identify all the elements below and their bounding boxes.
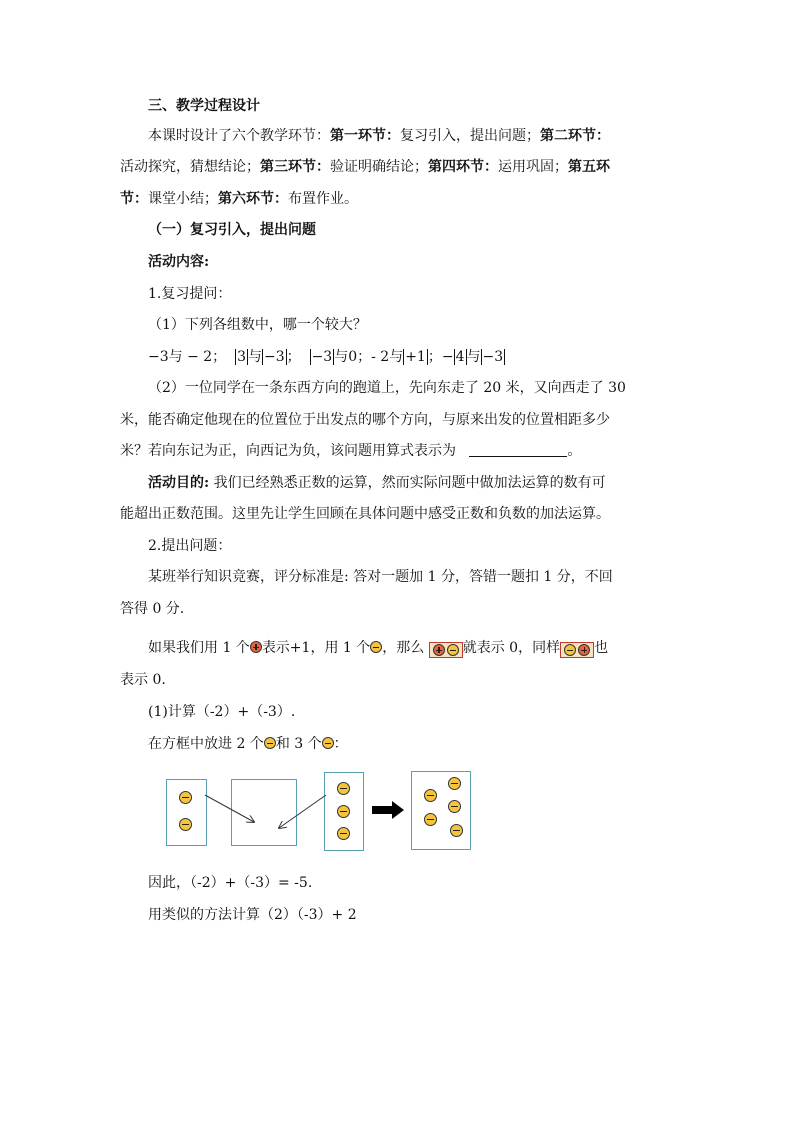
compare-word: 与 — [466, 349, 481, 365]
place-text: 和 3 个 — [275, 736, 322, 752]
chip-explanation-line2: 表示 0. — [120, 672, 166, 688]
abs-value: −3 — [311, 349, 333, 365]
abs-value: −3 — [264, 349, 285, 365]
separator: ； — [286, 349, 301, 365]
period: 。 — [567, 443, 582, 459]
section-heading: 三、教学过程设计 — [148, 98, 260, 114]
separator: ；− — [427, 349, 454, 365]
question1-title: 1.复习提问： — [148, 286, 232, 302]
section1-title: （一）复习引入，提出问题 — [148, 222, 316, 238]
chip-text: 表示+1，用 1 个 — [261, 640, 371, 656]
bold-arrow-icon — [372, 801, 404, 819]
stage5-label-cont: 节： — [120, 191, 148, 207]
stage1-label: 第一环节： — [330, 128, 400, 144]
purpose-line-2: 能超出正数范围。这里先让学生回顾在具体问题中感受正数和负数的加法运算。 — [120, 506, 610, 522]
stage3-label: 第三环节： — [260, 159, 330, 175]
question1-part2-text: 米？若向东记为正，向西记为负，该问题用算式表示为 — [120, 443, 456, 459]
chip-text: ，那么 — [382, 640, 425, 656]
chip-text: 也 — [594, 640, 609, 656]
similar-exercise: 用类似的方法计算（2）（-3）+ 2 — [148, 907, 357, 923]
conclusion: 因此，（-2）+（-3）= -5. — [148, 875, 313, 891]
arrow-icon — [205, 795, 254, 822]
question2-line2: 答得 0 分. — [120, 601, 185, 617]
compare-word: 与0；- 2与 — [334, 349, 404, 365]
intro-text: 本课时设计了六个教学环节： — [148, 128, 330, 144]
stage2-label: 第二环节： — [540, 128, 610, 144]
place-text: 在方框中放进 2 个 — [148, 736, 264, 752]
question1-part2-line2: 米，能否确定他现在的位置位于出发点的哪个方向，与原来出发的位置相距多少 — [120, 412, 610, 428]
stage6-text: 布置作业。 — [288, 191, 358, 207]
compare-pair-1: −3与 − 2； — [148, 349, 227, 365]
stage5-label: 第五环 — [568, 159, 610, 175]
calc1: (1)计算（-2）+（-3）. — [148, 704, 296, 720]
stage6-label: 第六环节： — [218, 191, 288, 207]
abs-value: +1 — [405, 349, 426, 365]
arrow-icon — [279, 795, 326, 828]
stage5-text: 课堂小结； — [148, 191, 218, 207]
abs-value: −3 — [482, 349, 504, 365]
compare-word: 与 — [248, 349, 263, 365]
purpose-text: 我们已经熟悉正数的运算，然而实际问题中做加法运算的数有可 — [209, 475, 606, 491]
question1-part2-line1: （2）一位同学在一条东西方向的跑道上，先向东走了 20 米，又向西走了 30 — [148, 380, 626, 396]
abs-value: 4 — [455, 349, 465, 365]
stage4-text: 运用巩固； — [498, 159, 568, 175]
abs-value: 3 — [237, 349, 247, 365]
chip-text: 就表示 0，同样 — [462, 640, 561, 656]
activity-content-label: 活动内容: — [148, 254, 210, 270]
stage1-text: 复习引入，提出问题； — [400, 128, 540, 144]
purpose-label: 活动目的: — [148, 475, 210, 491]
stage4-label: 第四环节： — [428, 159, 498, 175]
question2-line1: 某班举行知识竞赛，评分标准是: 答对一题加 1 分，答错一题扣 1 分，不回 — [148, 569, 613, 585]
stage2-text: 活动探究，猜想结论； — [120, 159, 260, 175]
question2-title: 2.提出问题： — [148, 538, 232, 554]
place-text: ： — [333, 736, 348, 752]
question1-part1: （1）下列各组数中，哪一个较大？ — [148, 317, 367, 333]
chip-text: 如果我们用 1 个 — [148, 640, 250, 656]
stage3-text: 验证明确结论； — [330, 159, 428, 175]
